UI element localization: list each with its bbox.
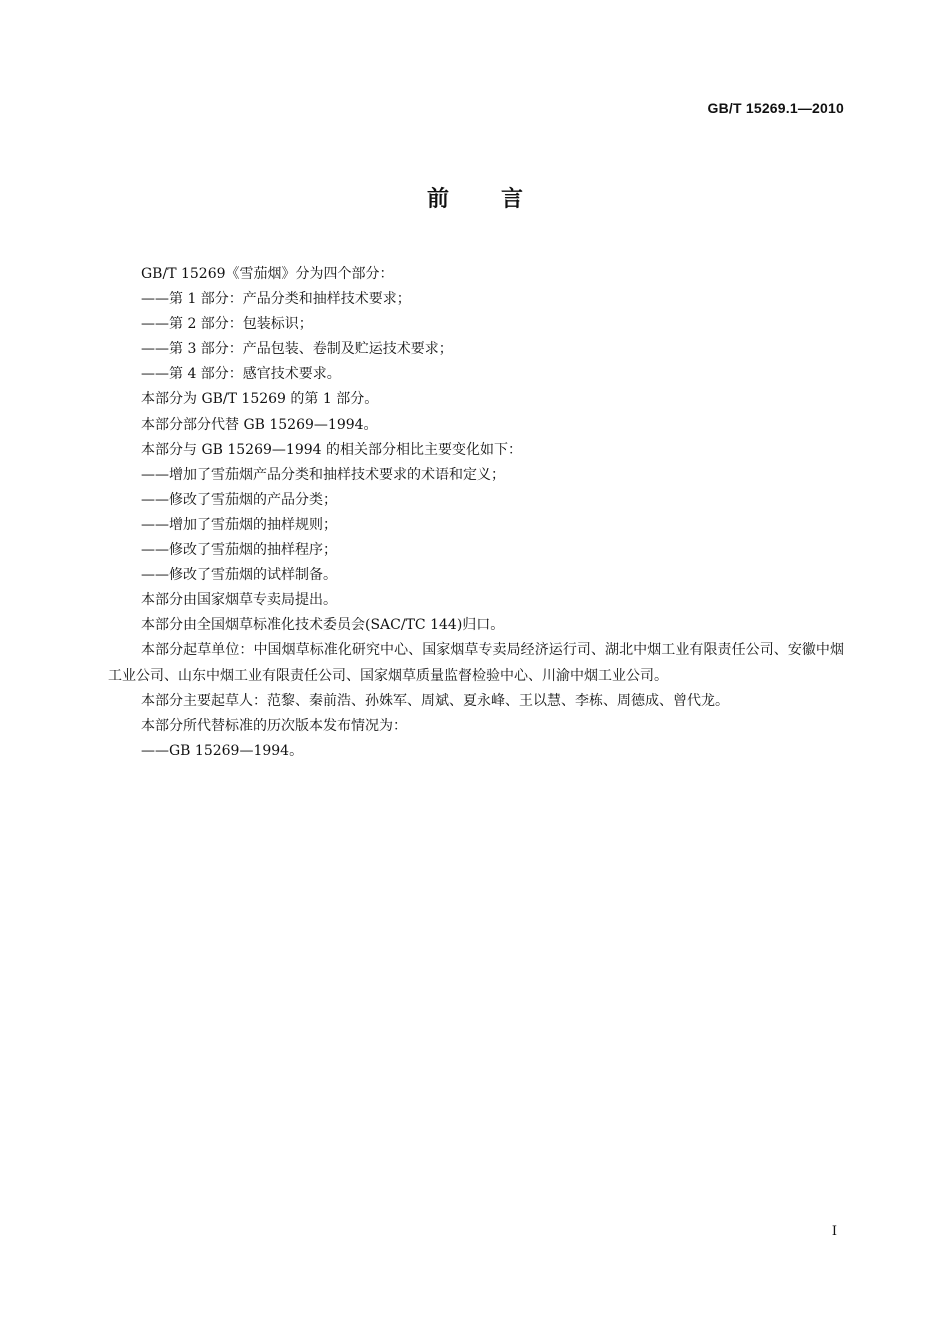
paragraph: 本部分起草单位：中国烟草标准化研究中心、国家烟草专卖局经济运行司、湖北中烟工业有限责任公司、安徽中烟工业公司、山东中烟工业有限责任公司、国家烟草质量监督检验中心、川渝中烟工业公司。 [108,642,844,684]
list-item: ——修改了雪茄烟的抽样程序； [141,542,337,559]
paragraph: 本部分与 GB 15269—1994 的相关部分相比主要变化如下： [141,441,522,458]
paragraph: GB/T 15269《雪茄烟》分为四个部分： [141,266,394,282]
list-item: ——第 4 部分：感官技术要求。 [141,366,341,383]
page-number: I [831,1224,837,1239]
paragraph: 本部分所代替标准的历次版本发布情况为： [141,717,407,734]
list-item: ——修改了雪茄烟的试样制备。 [141,567,337,584]
paragraph: 本部分部分代替 GB 15269—1994。 [141,416,378,433]
list-item: ——GB 15269—1994。 [141,742,304,759]
list-item: ——第 1 部分：产品分类和抽样技术要求； [141,291,411,308]
paragraph: 本部分由全国烟草标准化技术委员会(SAC/TC 144)归口。 [141,617,505,634]
paragraph: 本部分由国家烟草专卖局提出。 [141,592,337,609]
standard-number: GB/T 15269.1—2010 [707,100,844,116]
list-item: ——第 2 部分：包装标识； [141,316,313,333]
list-item: ——增加了雪茄烟的抽样规则； [141,516,337,533]
list-item: ——增加了雪茄烟产品分类和抽样技术要求的术语和定义； [141,466,505,483]
page-title: 前言 [426,187,575,212]
paragraph: 本部分为 GB/T 15269 的第 1 部分。 [141,391,379,408]
foreword-body [108,262,844,764]
paragraph: 本部分主要起草人：范黎、秦前浩、孙姝军、周斌、夏永峰、王以慧、李栋、周德成、曾代龙。 [141,692,729,709]
list-item: ——第 3 部分：产品包装、卷制及贮运技术要求； [141,341,453,358]
list-item: ——修改了雪茄烟的产品分类； [141,491,337,508]
